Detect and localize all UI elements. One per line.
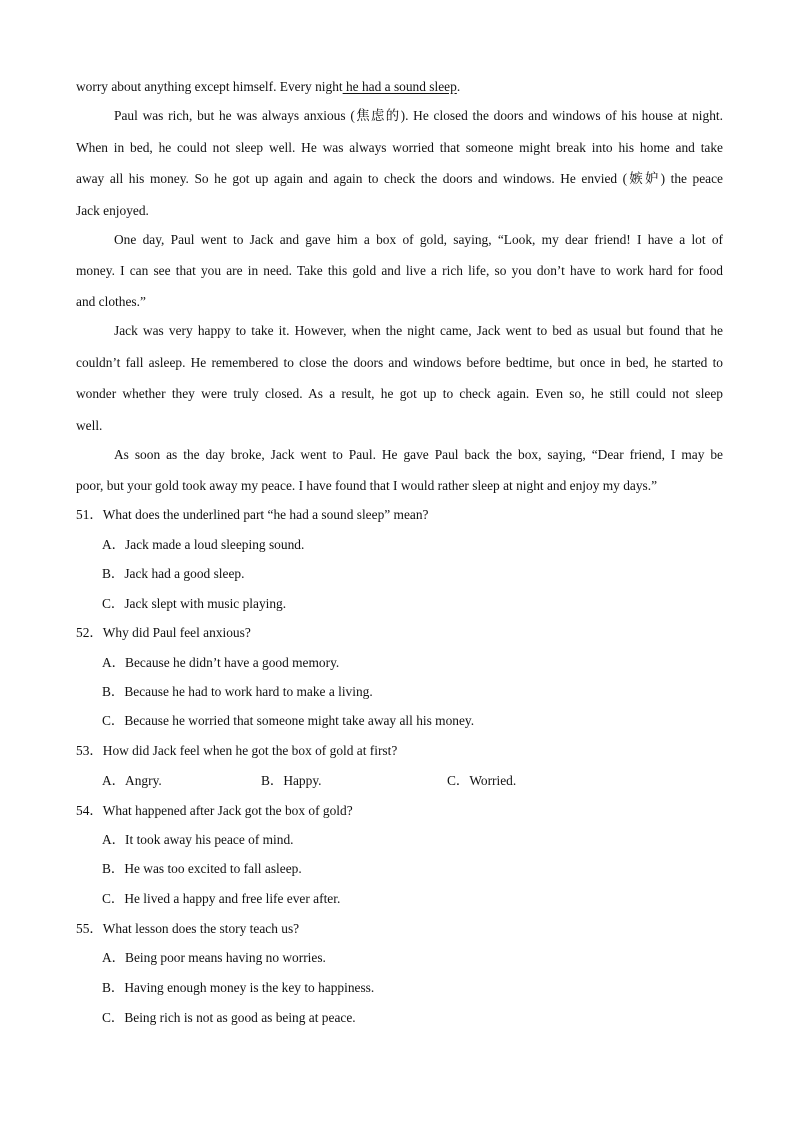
question-stem: 51．What does the underlined part “he had a sound sleep” mean? — [76, 507, 429, 522]
answer-option: A．Because he didn’t have a good memory. — [102, 655, 340, 670]
passage-line — [76, 78, 723, 96]
question-stem: 53．How did Jack feel when he got the box of gold at first? — [76, 743, 398, 758]
answer-option: C．He lived a happy and free life ever after. — [102, 891, 341, 906]
passage-text: worry about anything except himself. Every night — [76, 79, 343, 94]
passage-line: away all his money. So he got up again and again to check the doors and windows. He envied (嫉妒) the peace — [76, 171, 723, 186]
answer-option: C．Worried. — [447, 773, 517, 788]
answer-option: B．Happy. — [261, 773, 322, 788]
answer-option: B．He was too excited to fall asleep. — [102, 861, 302, 876]
answer-option: B．Having enough money is the key to happiness. — [102, 980, 375, 995]
passage-line: poor, but your gold took away my peace. I have found that I would rather sleep at night and enjoy my days.” — [76, 478, 658, 493]
answer-option: C．Being rich is not as good as being at peace. — [102, 1010, 356, 1025]
question-stem: 52．Why did Paul feel anxious? — [76, 625, 251, 640]
passage-line: As soon as the day broke, Jack went to Paul. He gave Paul back the box, saying, “Dear friend, I may be — [114, 447, 723, 462]
passage-line: Jack enjoyed. — [76, 203, 149, 218]
passage-line: Jack was very happy to take it. However, when the night came, Jack went to bed as usual but found that he — [114, 323, 723, 338]
answer-option: B．Because he had to work hard to make a living. — [102, 684, 373, 699]
passage-line: well. — [76, 418, 103, 433]
passage-line: and clothes.” — [76, 294, 146, 309]
answer-option: A．Jack made a loud sleeping sound. — [102, 537, 305, 552]
answer-option: C．Jack slept with music playing. — [102, 596, 287, 611]
passage-line: One day, Paul went to Jack and gave him a box of gold, saying, “Look, my dear friend! I have a lot of — [114, 232, 723, 247]
passage-line: When in bed, he could not sleep well. He was always worried that someone might break into his home and take — [76, 140, 723, 155]
answer-option: B．Jack had a good sleep. — [102, 566, 245, 581]
question-stem: 55．What lesson does the story teach us? — [76, 921, 300, 936]
answer-option: A．Angry. — [102, 773, 162, 788]
passage-line: couldn’t fall asleep. He remembered to close the doors and windows before bedtime, but once in bed, he started to — [76, 355, 723, 370]
passage-line: money. I can see that you are in need. Take this gold and live a rich life, so you don’t have to work hard for food — [76, 263, 723, 278]
passage-text: . — [456, 79, 461, 94]
passage-line: Paul was rich, but he was always anxious (焦虑的). He closed the doors and windows of his house at night. — [114, 108, 723, 123]
answer-option: A．Being poor means having no worries. — [102, 950, 326, 965]
underlined-phrase: he had a sound sleep — [342, 79, 457, 94]
answer-option: A．It took away his peace of mind. — [102, 832, 294, 847]
answer-option: C．Because he worried that someone might take away all his money. — [102, 713, 475, 728]
passage-line: wonder whether they were truly closed. As a result, he got up to check again. Even so, he still could not sleep — [76, 386, 723, 401]
question-stem: 54．What happened after Jack got the box of gold? — [76, 803, 353, 818]
